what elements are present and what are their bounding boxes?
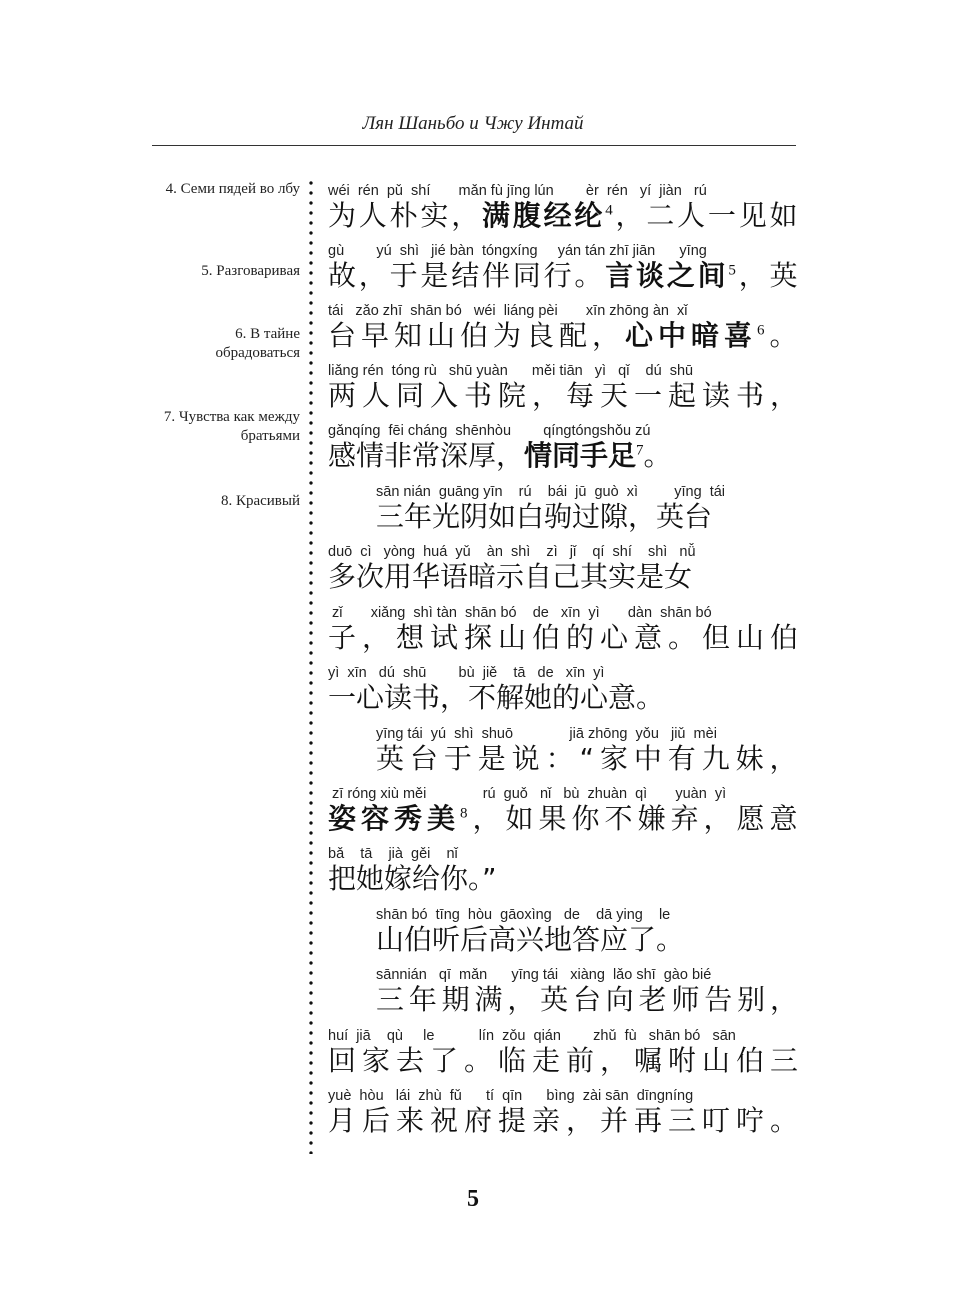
hanzi-segment: 三年期满，英台向老师告别，: [376, 983, 803, 1016]
hanzi-segment: 感情非常深厚，: [328, 439, 525, 472]
hanzi-segment: 台早知山伯为良配，: [328, 319, 626, 352]
running-header: Лян Шаньбо и Чжу Интай: [362, 113, 584, 134]
pinyin-line: yīng tái yú shì shuō jiā zhōng yǒu jiǔ mèi: [376, 726, 717, 742]
margin-note-6: 6. В тайне обрадоваться: [215, 326, 300, 361]
pinyin-line: huí jiā qù le lín zǒu qián zhǔ fù shān bó sān: [328, 1028, 736, 1044]
pinyin-line: sān nián guāng yīn rú bái jū guò xì yīng tái: [376, 484, 726, 500]
pinyin-line: duō cì yòng huá yǔ àn shì zì jǐ qí shí shì nǚ: [328, 544, 696, 560]
pinyin-line: gǎnqíng fēi cháng shēnhòu qíngtóngshǒu zú: [328, 423, 651, 439]
pinyin-line: yuè hòu lái zhù fǔ tí qīn bìng zài sān dīngníng: [328, 1088, 694, 1104]
pinyin-line: bǎ tā jià gěi nǐ: [328, 846, 458, 862]
hanzi-line: [328, 258, 800, 294]
bold-term: 情同手足: [524, 439, 637, 472]
hanzi-line: [328, 559, 692, 595]
hanzi-segment: 英台于是说：“家中有九妹，: [376, 742, 804, 775]
pinyin-line: zǐ xiǎng shì tàn shān bó de xīn yì dàn shān bó: [328, 605, 712, 621]
hanzi-segment: 月后来祝府提亲，并再三叮咛。: [328, 1104, 805, 1137]
hanzi-line: [376, 741, 803, 777]
footnote-marker: 4: [605, 202, 616, 219]
hanzi-line: [328, 198, 800, 234]
hanzi-line: [376, 922, 684, 958]
hanzi-segment: ，如果你不嫌弃，愿意: [472, 802, 803, 835]
hanzi-segment: 山伯听后高兴地答应了。: [376, 923, 685, 956]
page-number: 5: [467, 1186, 479, 1212]
margin-note-8: 8. Красивый: [220, 493, 300, 509]
pinyin-line: wéi rén pǔ shí mǎn fù jīng lún èr rén yí jiàn rú: [328, 183, 707, 199]
hanzi-segment: 两人同入书院，每天一起读书，: [328, 379, 805, 412]
margin-note-4: 4. Семи пядей во лбу: [165, 181, 300, 197]
hanzi-segment: 为人朴实，: [328, 199, 483, 232]
hanzi-segment: 。: [769, 319, 803, 352]
dotted-divider: [309, 178, 313, 1154]
hanzi-segment: 多次用华语暗示自己其实是女: [328, 560, 693, 593]
pinyin-line: shān bó tīng hòu gāoxìng de dā ying le: [376, 907, 671, 923]
footnote-marker: 5: [728, 262, 739, 279]
footnote-marker: 8: [460, 805, 473, 822]
bold-term: 满腹经纶: [482, 199, 606, 232]
hanzi-line: [328, 620, 804, 656]
footnote-marker: 6: [757, 322, 770, 339]
hanzi-line: [328, 438, 672, 474]
margin-note-7: 7. Чувства как между братьями: [163, 409, 300, 444]
hanzi-line: [328, 861, 497, 897]
hanzi-line: [328, 1043, 804, 1079]
pinyin-line: sānnián qī mǎn yīng tái xiàng lǎo shī gào bié: [376, 967, 712, 983]
bold-term: 姿容秀美: [328, 802, 461, 835]
hanzi-segment: 三年光阴如白驹过隙，英台: [376, 500, 713, 533]
hanzi-segment: 把她嫁给你。”: [328, 862, 497, 895]
footnote-marker: 7: [636, 442, 644, 459]
hanzi-line: [328, 318, 803, 354]
hanzi-segment: 故，于是结伴同行。: [328, 259, 606, 292]
hanzi-line: [376, 499, 712, 535]
pinyin-line: gù yú shì jié bàn tóngxíng yán tán zhī jiān yīng: [328, 243, 707, 259]
header-rule: [152, 145, 796, 146]
bold-term: 心中暗喜: [625, 319, 758, 352]
hanzi-line: [328, 1103, 804, 1139]
hanzi-segment: 回家去了。临走前，嘱咐山伯三: [328, 1044, 805, 1077]
hanzi-segment: 。: [643, 439, 672, 472]
hanzi-segment: ，英: [738, 259, 801, 292]
hanzi-segment: ，二人一见如: [615, 199, 801, 232]
hanzi-line: [328, 801, 803, 837]
hanzi-segment: 一心读书，不解她的心意。: [328, 681, 665, 714]
hanzi-line: [376, 982, 803, 1018]
pinyin-line: tái zǎo zhī shān bó wéi liáng pèi xīn zhōng àn xǐ: [328, 303, 688, 319]
pinyin-line: zī róng xiù měi rú guǒ nǐ bù zhuàn qì yuàn yì: [328, 786, 727, 802]
margin-note-5: 5. Разговаривая: [201, 263, 300, 279]
bold-term: 言谈之间: [605, 259, 729, 292]
hanzi-line: [328, 680, 664, 716]
hanzi-segment: 子，想试探山伯的心意。但山伯: [328, 621, 805, 654]
pinyin-line: yì xīn dú shū bù jiě tā de xīn yì: [328, 665, 605, 681]
pinyin-line: liǎng rén tóng rù shū yuàn měi tiān yì qǐ dú shū: [328, 363, 694, 379]
hanzi-line: [328, 378, 804, 414]
